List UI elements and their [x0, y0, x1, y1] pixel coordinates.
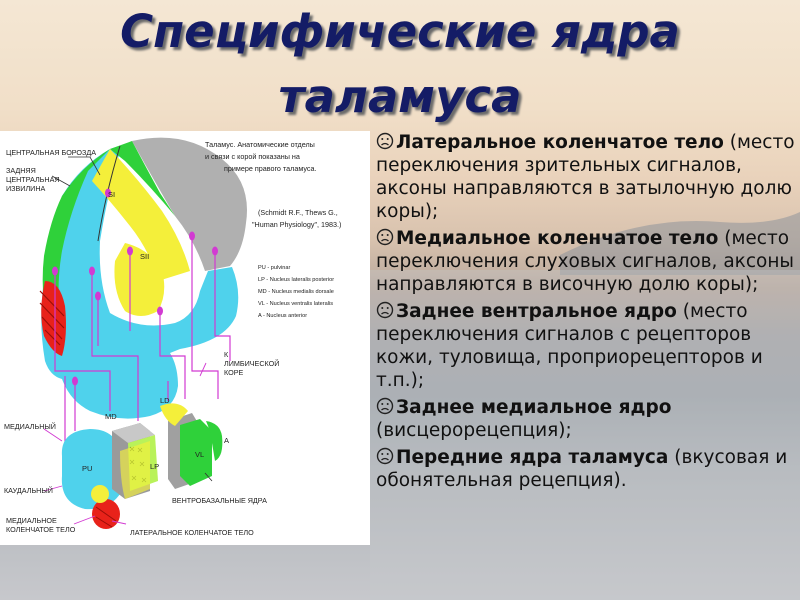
- frown-face-icon: [376, 132, 394, 150]
- list-item: [373, 446, 800, 492]
- item-text: (место переключения сигналов с рецепторов кожи, туловища, проприорецепторов и т.п.);: [376, 301, 763, 391]
- label-md: MD: [105, 412, 117, 421]
- frown-face-icon: [376, 301, 394, 319]
- item-title: Заднее вентральное ядро: [396, 301, 677, 322]
- legend-a: A - Nucleus anterior: [258, 313, 308, 319]
- label-lp: LP: [150, 462, 160, 471]
- list-item: [373, 227, 800, 296]
- label-ventrobasal: ВЕНТРОБАЗАЛЬНЫЕ ЯДРА: [172, 496, 267, 505]
- legend-pu: PU - pulvinar: [258, 265, 291, 271]
- label-si: SI: [108, 190, 116, 199]
- slide-title-line-1: Специфические ядра: [120, 5, 680, 58]
- thalamus-diagram: [0, 131, 370, 545]
- nuclei-list: [373, 131, 800, 496]
- legend-md: MD - Nucleus medialis dorsale: [258, 289, 334, 295]
- item-title: Латеральное коленчатое тело: [396, 132, 724, 153]
- legend-lp: LP - Nucleus lateralis posterior: [258, 277, 335, 283]
- label-limbic-1: К: [224, 350, 229, 359]
- list-item: [373, 300, 800, 392]
- caption-line-3: примере правого таламуса.: [224, 164, 317, 173]
- label-sii: SII: [140, 252, 150, 261]
- label-central-sulcus: ЦЕНТРАЛЬНАЯ БОРОЗДА: [6, 148, 97, 157]
- reference-line-1: (Schmidt R.F., Thews G.,: [258, 208, 338, 217]
- ventrobasal-nuclei: [120, 441, 150, 499]
- label-ld: LD: [160, 396, 170, 405]
- label-medial-geniculate-1: МЕДИАЛЬНОЕ: [6, 516, 57, 525]
- item-text: (висцерорецепция);: [376, 420, 572, 441]
- item-text: (место переключения слуховых сигналов, аксоны направляются в височную долю коры);: [376, 228, 795, 295]
- item-text: (место переключения зрительных сигналов, аксоны направляются в затылочную долю коры);: [376, 132, 795, 222]
- caption-line-2: и связи с корой показаны на: [205, 152, 300, 161]
- frown-face-icon: [376, 447, 394, 465]
- legend-vl: VL - Nucleus ventralis lateralis: [258, 301, 334, 307]
- label-limbic-2: ЛИМБИЧЕСКОЙ: [224, 359, 280, 368]
- label-posterior-gyrus-2: ЦЕНТРАЛЬНАЯ: [6, 175, 60, 184]
- label-lateral-geniculate: ЛАТЕРАЛЬНОЕ КОЛЕНЧАТОЕ ТЕЛО: [130, 528, 254, 537]
- label-limbic-3: КОРЕ: [224, 368, 244, 377]
- slide-title-line-2: таламуса: [278, 70, 522, 123]
- item-title: Передние ядра таламуса: [396, 447, 669, 468]
- label-medial-geniculate-2: КОЛЕНЧАТОЕ ТЕЛО: [6, 525, 76, 534]
- label-posterior-gyrus-1: ЗАДНЯЯ: [6, 166, 36, 175]
- label-medial: МЕДИАЛЬНЫЙ: [4, 422, 56, 431]
- frown-face-icon: [376, 228, 394, 246]
- caption-line-1: Таламус. Анатомические отделы: [205, 140, 315, 149]
- reference-line-2: "Human Physiology", 1983.): [252, 220, 342, 229]
- list-item: [373, 131, 800, 223]
- list-item: [373, 396, 800, 442]
- item-title: Заднее медиальное ядро: [396, 397, 672, 418]
- label-vl: VL: [195, 450, 205, 459]
- label-a: A: [224, 436, 230, 445]
- label-caudal: КАУДАЛЬНЫЙ: [4, 486, 53, 495]
- medial-geniculate-body: [91, 485, 109, 503]
- label-posterior-gyrus-3: ИЗВИЛИНА: [6, 184, 46, 193]
- item-title: Медиальное коленчатое тело: [396, 228, 719, 249]
- frown-face-icon: [376, 397, 394, 415]
- item-text: (вкусовая и обонятельная рецепция).: [376, 447, 788, 491]
- label-pu: PU: [82, 464, 93, 473]
